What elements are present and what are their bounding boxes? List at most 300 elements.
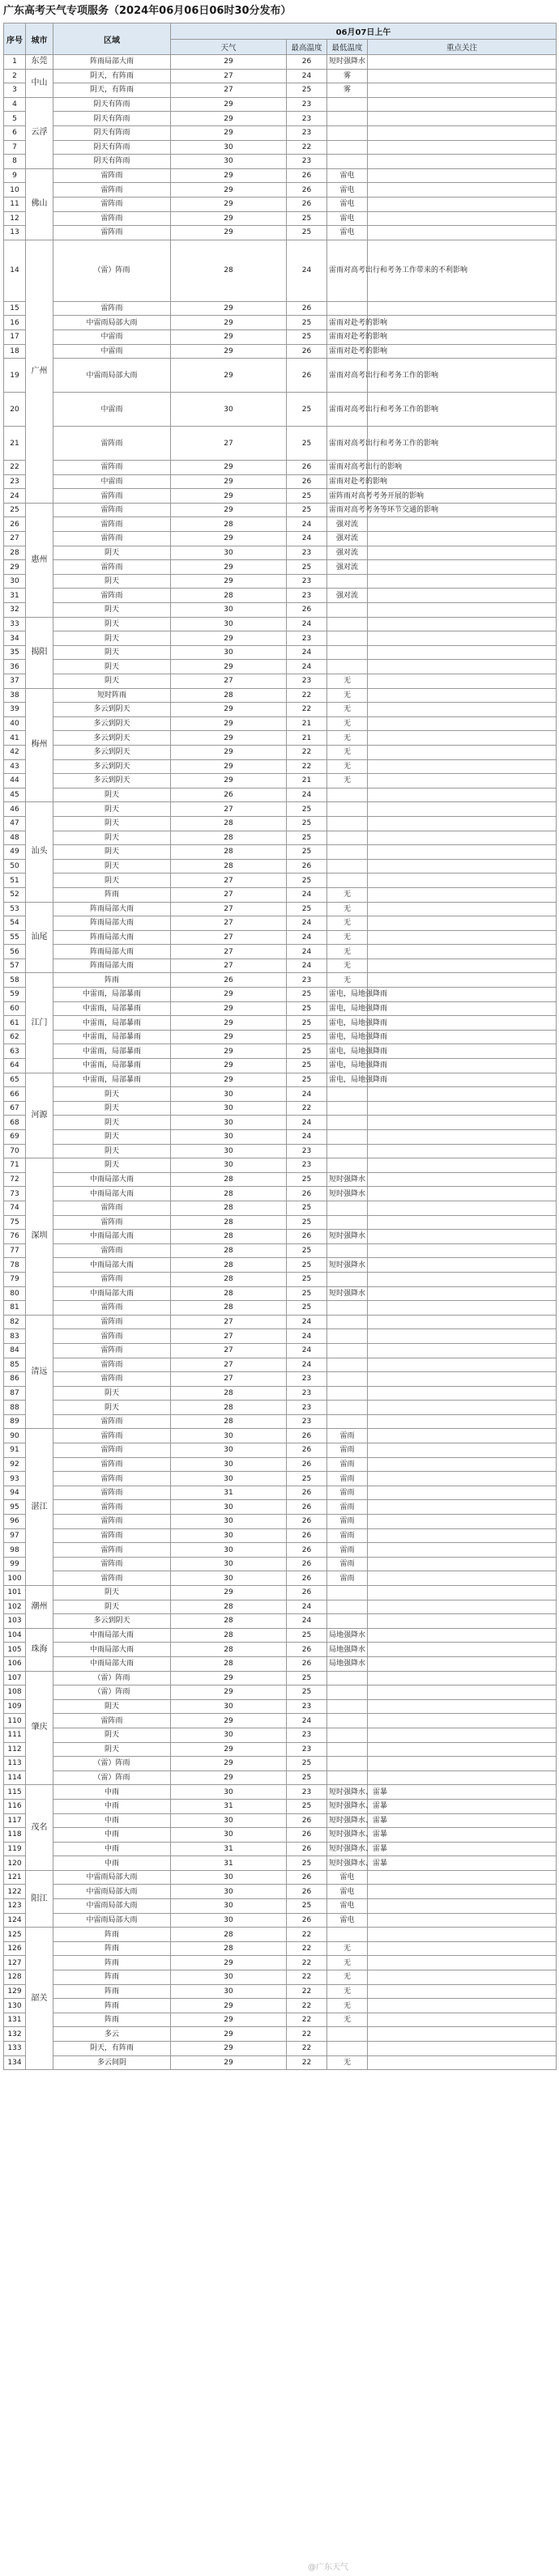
min-temp-cell: 雷雨 [327, 1472, 368, 1486]
table-row [4, 183, 557, 198]
focus-cell [368, 125, 557, 140]
table-row [4, 1628, 557, 1643]
city-cell: 清远 [26, 1315, 53, 1429]
weather-cell: 28 [171, 1187, 287, 1201]
table-row [4, 1386, 557, 1401]
focus-cell [368, 1472, 557, 1486]
row-index: 121 [4, 1870, 26, 1885]
district-cell: 雷阵雨 [53, 503, 171, 517]
district-cell: 阴天 [53, 660, 171, 674]
weather-cell: 30 [171, 1870, 287, 1885]
focus-cell [368, 1699, 557, 1714]
focus-cell [368, 2027, 557, 2042]
row-index: 28 [4, 546, 26, 560]
min-temp-cell [327, 1130, 368, 1145]
weather-cell: 29 [171, 1586, 287, 1600]
row-index: 1 [4, 55, 26, 70]
focus-cell [368, 845, 557, 860]
focus-cell [368, 774, 557, 789]
district-cell: 中雷雨，局部暴雨 [53, 1044, 171, 1059]
row-index: 17 [4, 329, 26, 344]
row-index: 90 [4, 1429, 26, 1443]
table-row [4, 959, 557, 973]
table-row [4, 1913, 557, 1928]
focus-cell [368, 1543, 557, 1558]
table-row [4, 1515, 557, 1529]
row-index: 74 [4, 1201, 26, 1215]
min-temp-cell: 雷雨对赴考的影响 [327, 474, 368, 489]
focus-cell [368, 211, 557, 226]
city-cell: 茂名 [26, 1785, 53, 1871]
district-cell: 雷阵雨 [53, 183, 171, 198]
max-temp-cell: 26 [287, 1543, 327, 1558]
table-row [4, 211, 557, 226]
row-index: 18 [4, 344, 26, 359]
weather-cell: 28 [171, 1656, 287, 1671]
table-row [4, 125, 557, 140]
focus-cell [368, 745, 557, 759]
table-row [4, 574, 557, 589]
min-temp-cell [327, 1144, 368, 1158]
max-temp-cell: 25 [287, 1286, 327, 1301]
min-temp-cell: 短时强降水 [327, 1172, 368, 1187]
max-temp-cell: 22 [287, 2027, 327, 2042]
district-cell: 阵雨局部大雨 [53, 902, 171, 916]
focus-cell [368, 1001, 557, 1016]
focus-cell [368, 155, 557, 169]
focus-cell [368, 1643, 557, 1657]
min-temp-cell [327, 1742, 368, 1757]
table-row [4, 1714, 557, 1728]
row-index: 82 [4, 1315, 26, 1329]
min-temp-cell [327, 97, 368, 112]
city-cell: 云浮 [26, 97, 53, 168]
row-index: 86 [4, 1372, 26, 1387]
focus-cell [368, 1258, 557, 1273]
table-row [4, 1614, 557, 1629]
row-index: 57 [4, 959, 26, 973]
min-temp-cell: 短时强降水、雷暴 [327, 1785, 368, 1800]
max-temp-cell: 23 [287, 155, 327, 169]
row-index: 94 [4, 1486, 26, 1500]
table-row [4, 1785, 557, 1800]
table-row [4, 140, 557, 155]
row-index: 113 [4, 1757, 26, 1771]
weather-cell: 27 [171, 802, 287, 817]
weather-cell: 29 [171, 197, 287, 211]
focus-cell [368, 1401, 557, 1415]
row-index: 26 [4, 517, 26, 532]
max-temp-cell: 26 [287, 1528, 327, 1543]
district-cell: 阴天 [53, 1401, 171, 1415]
table-row [4, 1087, 557, 1102]
max-temp-cell: 23 [287, 574, 327, 589]
weather-cell: 29 [171, 211, 287, 226]
focus-cell [368, 973, 557, 988]
focus-cell [368, 688, 557, 703]
weather-cell: 27 [171, 916, 287, 931]
weather-cell: 29 [171, 1956, 287, 1970]
table-row [4, 1970, 557, 1985]
row-index: 124 [4, 1913, 26, 1928]
focus-cell [368, 959, 557, 973]
table-row [4, 688, 557, 703]
table-row [4, 1130, 557, 1145]
weather-cell: 30 [171, 1116, 287, 1130]
min-temp-cell: 短时强降水 [327, 55, 368, 70]
table-row [4, 97, 557, 112]
focus-cell [368, 1913, 557, 1928]
row-index: 75 [4, 1215, 26, 1230]
focus-cell [368, 2055, 557, 2070]
weather-cell: 29 [171, 1016, 287, 1031]
focus-cell [368, 1757, 557, 1771]
row-index: 25 [4, 503, 26, 517]
max-temp-cell: 24 [287, 1600, 327, 1614]
weather-cell: 29 [171, 344, 287, 359]
max-temp-cell: 25 [287, 816, 327, 831]
table-row [4, 1158, 557, 1173]
focus-cell [368, 1059, 557, 1073]
table-row [4, 774, 557, 789]
max-temp-cell: 26 [287, 1486, 327, 1500]
row-index: 114 [4, 1770, 26, 1785]
district-cell: 阴天 [53, 574, 171, 589]
focus-cell [368, 759, 557, 774]
min-temp-cell: 无 [327, 902, 368, 916]
max-temp-cell: 23 [287, 1414, 327, 1429]
weather-cell: 28 [171, 1643, 287, 1657]
district-cell: 阴天，有阵雨 [53, 83, 171, 98]
min-temp-cell [327, 574, 368, 589]
weather-cell: 29 [171, 631, 287, 646]
max-temp-cell: 24 [287, 240, 327, 301]
row-index: 36 [4, 660, 26, 674]
district-cell: 中雷雨 [53, 329, 171, 344]
min-temp-cell [327, 1714, 368, 1728]
max-temp-cell: 25 [287, 427, 327, 461]
min-temp-cell [327, 645, 368, 660]
min-temp-cell: 无 [327, 916, 368, 931]
table-row [4, 631, 557, 646]
city-cell: 珠海 [26, 1628, 53, 1671]
focus-cell [368, 69, 557, 83]
table-row [4, 1329, 557, 1344]
table-row [4, 560, 557, 575]
min-temp-cell: 雷电，局地强降雨 [327, 988, 368, 1002]
row-index: 76 [4, 1230, 26, 1244]
table-row [4, 474, 557, 489]
focus-cell [368, 2042, 557, 2056]
row-index: 50 [4, 859, 26, 874]
min-temp-cell: 雷雨对高考出行和考务工作带来的不利影响 [327, 240, 368, 301]
weather-cell: 29 [171, 183, 287, 198]
min-temp-cell: 雷雨 [327, 1443, 368, 1458]
focus-cell [368, 703, 557, 717]
row-index: 73 [4, 1187, 26, 1201]
row-index: 106 [4, 1656, 26, 1671]
header-city: 城市 [26, 23, 53, 55]
focus-cell [368, 716, 557, 731]
focus-cell [368, 1557, 557, 1571]
row-index: 14 [4, 240, 26, 301]
weather-cell: 29 [171, 359, 287, 393]
district-cell: 阴天 [53, 1742, 171, 1757]
focus-cell [368, 1856, 557, 1871]
max-temp-cell: 26 [287, 1913, 327, 1928]
row-index: 67 [4, 1101, 26, 1116]
weather-cell: 28 [171, 1628, 287, 1643]
min-temp-cell: 雷电 [327, 168, 368, 183]
district-cell: 雷阵雨 [53, 1343, 171, 1358]
max-temp-cell: 24 [287, 887, 327, 902]
max-temp-cell: 22 [287, 1999, 327, 2013]
district-cell: 雷阵雨 [53, 1372, 171, 1387]
min-temp-cell: 局地强降水 [327, 1643, 368, 1657]
table-row [4, 168, 557, 183]
focus-cell [368, 645, 557, 660]
district-cell: 雷阵雨 [53, 1486, 171, 1500]
min-temp-cell: 雷雨对高考出行和考务工作的影响 [327, 393, 368, 427]
row-index: 92 [4, 1457, 26, 1472]
max-temp-cell: 23 [287, 674, 327, 689]
weather-cell: 30 [171, 1429, 287, 1443]
district-cell: 雷阵雨 [53, 1528, 171, 1543]
district-cell: 中雨局部大雨 [53, 1187, 171, 1201]
table-row [4, 716, 557, 731]
weather-cell: 30 [171, 140, 287, 155]
min-temp-cell [327, 1757, 368, 1771]
max-temp-cell: 26 [287, 197, 327, 211]
max-temp-cell: 21 [287, 774, 327, 789]
max-temp-cell: 25 [287, 503, 327, 517]
weather-cell: 28 [171, 1600, 287, 1614]
table-row [4, 197, 557, 211]
table-row [4, 1671, 557, 1685]
min-temp-cell [327, 1386, 368, 1401]
max-temp-cell: 23 [287, 1728, 327, 1742]
focus-cell [368, 1144, 557, 1158]
max-temp-cell: 24 [287, 660, 327, 674]
min-temp-cell: 雷阵雨对高考考务开展的影响 [327, 489, 368, 504]
district-cell: 阴天 [53, 859, 171, 874]
district-cell: 阴天有阵雨 [53, 140, 171, 155]
max-temp-cell: 24 [287, 69, 327, 83]
table-row [4, 645, 557, 660]
min-temp-cell [327, 125, 368, 140]
district-cell: 中雷雨局部大雨 [53, 1885, 171, 1899]
table-row [4, 589, 557, 603]
table-row [4, 1414, 557, 1429]
min-temp-cell: 雷雨 [327, 1429, 368, 1443]
row-index: 30 [4, 574, 26, 589]
min-temp-cell: 强对流 [327, 560, 368, 575]
min-temp-cell [327, 1685, 368, 1700]
row-index: 66 [4, 1087, 26, 1102]
focus-cell [368, 859, 557, 874]
table-row [4, 1899, 557, 1914]
district-cell: 阴天 [53, 1158, 171, 1173]
focus-cell [368, 1243, 557, 1258]
district-cell: 中雨局部大雨 [53, 1628, 171, 1643]
district-cell: 中雨局部大雨 [53, 1172, 171, 1187]
district-cell: 中雨 [53, 1842, 171, 1856]
min-temp-cell: 无 [327, 716, 368, 731]
weather-cell: 29 [171, 532, 287, 546]
weather-cell: 29 [171, 731, 287, 746]
table-row [4, 1928, 557, 1942]
district-cell: 中雷雨，局部暴雨 [53, 1073, 171, 1087]
min-temp-cell: 无 [327, 774, 368, 789]
city-cell: 深圳 [26, 1158, 53, 1316]
district-cell: 阴天 [53, 831, 171, 845]
max-temp-cell: 26 [287, 1643, 327, 1657]
min-temp-cell: 雾 [327, 83, 368, 98]
focus-cell [368, 1286, 557, 1301]
max-temp-cell: 22 [287, 688, 327, 703]
weather-cell: 30 [171, 1472, 287, 1486]
table-row [4, 1885, 557, 1899]
table-row [4, 1343, 557, 1358]
table-row [4, 1215, 557, 1230]
focus-cell [368, 1044, 557, 1059]
focus-cell [368, 1614, 557, 1629]
min-temp-cell [327, 874, 368, 888]
min-temp-cell: 强对流 [327, 517, 368, 532]
table-row [4, 703, 557, 717]
min-temp-cell: 雷电，局地强降雨 [327, 1059, 368, 1073]
row-index: 68 [4, 1116, 26, 1130]
focus-cell [368, 731, 557, 746]
district-cell: 雷阵雨 [53, 1472, 171, 1486]
district-cell: 阴天有阵雨 [53, 155, 171, 169]
row-index: 60 [4, 1001, 26, 1016]
min-temp-cell: 强对流 [327, 546, 368, 560]
max-temp-cell: 23 [287, 1372, 327, 1387]
table-row [4, 859, 557, 874]
min-temp-cell: 强对流 [327, 589, 368, 603]
max-temp-cell: 26 [287, 474, 327, 489]
weather-cell: 28 [171, 1272, 287, 1286]
row-index: 100 [4, 1571, 26, 1586]
table-row [4, 1201, 557, 1215]
min-temp-cell: 无 [327, 2055, 368, 2070]
district-cell: 阴天，有阵雨 [53, 69, 171, 83]
weather-cell: 30 [171, 617, 287, 631]
min-temp-cell [327, 1343, 368, 1358]
focus-cell [368, 631, 557, 646]
table-row [4, 1799, 557, 1813]
row-index: 123 [4, 1899, 26, 1914]
header-district: 区域 [53, 23, 171, 55]
max-temp-cell: 25 [287, 211, 327, 226]
row-index: 120 [4, 1856, 26, 1871]
row-index: 79 [4, 1272, 26, 1286]
district-cell: （雷）阵雨 [53, 1757, 171, 1771]
min-temp-cell: 无 [327, 703, 368, 717]
district-cell: 阴天有阵雨 [53, 112, 171, 126]
weather-cell: 31 [171, 1842, 287, 1856]
min-temp-cell: 无 [327, 973, 368, 988]
row-index: 65 [4, 1073, 26, 1087]
table-row [4, 69, 557, 83]
table-row [4, 731, 557, 746]
row-index: 93 [4, 1472, 26, 1486]
focus-cell [368, 1158, 557, 1173]
district-cell: 中雷雨，局部暴雨 [53, 1059, 171, 1073]
row-index: 116 [4, 1799, 26, 1813]
focus-cell [368, 1130, 557, 1145]
row-index: 5 [4, 112, 26, 126]
min-temp-cell [327, 1272, 368, 1286]
min-temp-cell [327, 802, 368, 817]
focus-cell [368, 1329, 557, 1344]
district-cell: 阴天有阵雨 [53, 97, 171, 112]
row-index: 107 [4, 1671, 26, 1685]
row-index: 8 [4, 155, 26, 169]
max-temp-cell: 25 [287, 226, 327, 240]
focus-cell [368, 1372, 557, 1387]
district-cell: 阴天 [53, 1116, 171, 1130]
max-temp-cell: 25 [287, 1073, 327, 1087]
district-cell: 雷阵雨 [53, 461, 171, 475]
focus-cell [368, 168, 557, 183]
district-cell: 阴天 [53, 1144, 171, 1158]
weather-cell: 29 [171, 55, 287, 70]
focus-cell [368, 1785, 557, 1800]
district-cell: 中雷雨局部大雨 [53, 1913, 171, 1928]
focus-cell [368, 1828, 557, 1843]
district-cell: 中雨局部大雨 [53, 1230, 171, 1244]
row-index: 128 [4, 1970, 26, 1985]
row-index: 46 [4, 802, 26, 817]
max-temp-cell: 24 [287, 916, 327, 931]
district-cell: 中雨局部大雨 [53, 1643, 171, 1657]
row-index: 83 [4, 1329, 26, 1344]
row-index: 7 [4, 140, 26, 155]
table-row [4, 1728, 557, 1742]
city-cell: 潮州 [26, 1586, 53, 1629]
table-row [4, 916, 557, 931]
focus-cell [368, 574, 557, 589]
min-temp-cell: 雷电 [327, 183, 368, 198]
row-index: 53 [4, 902, 26, 916]
max-temp-cell: 26 [287, 183, 327, 198]
focus-cell [368, 1956, 557, 1970]
max-temp-cell: 26 [287, 1842, 327, 1856]
row-index: 96 [4, 1515, 26, 1529]
weather-cell: 29 [171, 774, 287, 789]
weather-cell: 30 [171, 1500, 287, 1515]
weather-cell: 30 [171, 1913, 287, 1928]
district-cell: 阵雨 [53, 1984, 171, 1999]
table-row [4, 1486, 557, 1500]
district-cell: 阴天 [53, 1728, 171, 1742]
row-index: 23 [4, 474, 26, 489]
focus-cell [368, 930, 557, 945]
weather-cell: 28 [171, 1286, 287, 1301]
row-index: 104 [4, 1628, 26, 1643]
city-cell: 汕头 [26, 802, 53, 902]
max-temp-cell: 25 [287, 1856, 327, 1871]
max-temp-cell: 26 [287, 1586, 327, 1600]
row-index: 133 [4, 2042, 26, 2056]
focus-cell [368, 474, 557, 489]
table-row [4, 1401, 557, 1415]
table-row [4, 845, 557, 860]
row-index: 35 [4, 645, 26, 660]
weather-cell: 27 [171, 83, 287, 98]
